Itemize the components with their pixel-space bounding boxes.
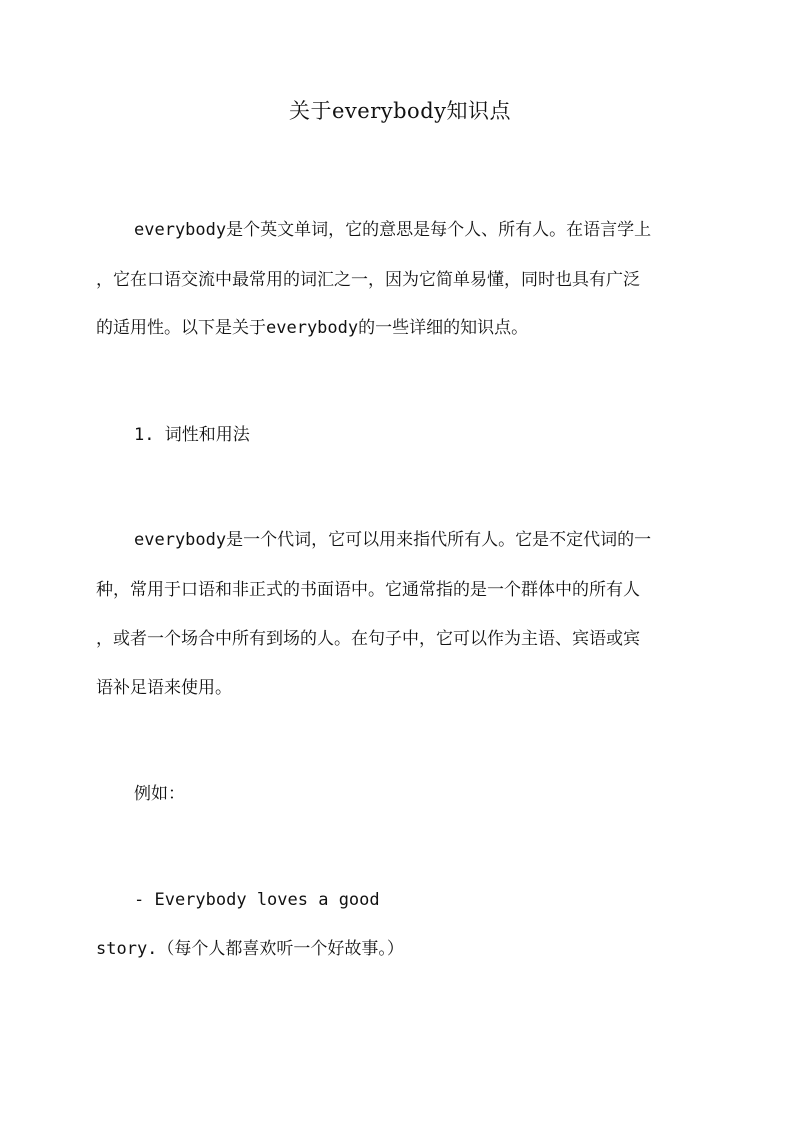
section-line-4: 语补足语来使用。	[96, 678, 232, 698]
intro-line-2: ，它在口语交流中最常用的词汇之一，因为它简单易懂，同时也具有广泛	[96, 270, 640, 290]
document-title: 关于everybody知识点	[288, 99, 511, 123]
section-heading: 1. 词性和用法	[134, 425, 250, 445]
example-line-1: - Everybody loves a good	[134, 890, 380, 910]
example-line-2: story.（每个人都喜欢听一个好故事。）	[96, 939, 404, 959]
section-line-3: ，或者一个场合中所有到场的人。在句子中，它可以作为主语、宾语或宾	[96, 629, 640, 649]
section-line-1: everybody是一个代词，它可以用来指代所有人。它是不定代词的一	[134, 530, 652, 550]
example-label: 例如：	[134, 784, 185, 804]
intro-line-3: 的适用性。以下是关于everybody的一些详细的知识点。	[96, 318, 529, 338]
section-line-2: 种，常用于口语和非正式的书面语中。它通常指的是一个群体中的所有人	[96, 580, 640, 600]
intro-line-1: everybody是个英文单词，它的意思是每个人、所有人。在语言学上	[134, 220, 652, 240]
